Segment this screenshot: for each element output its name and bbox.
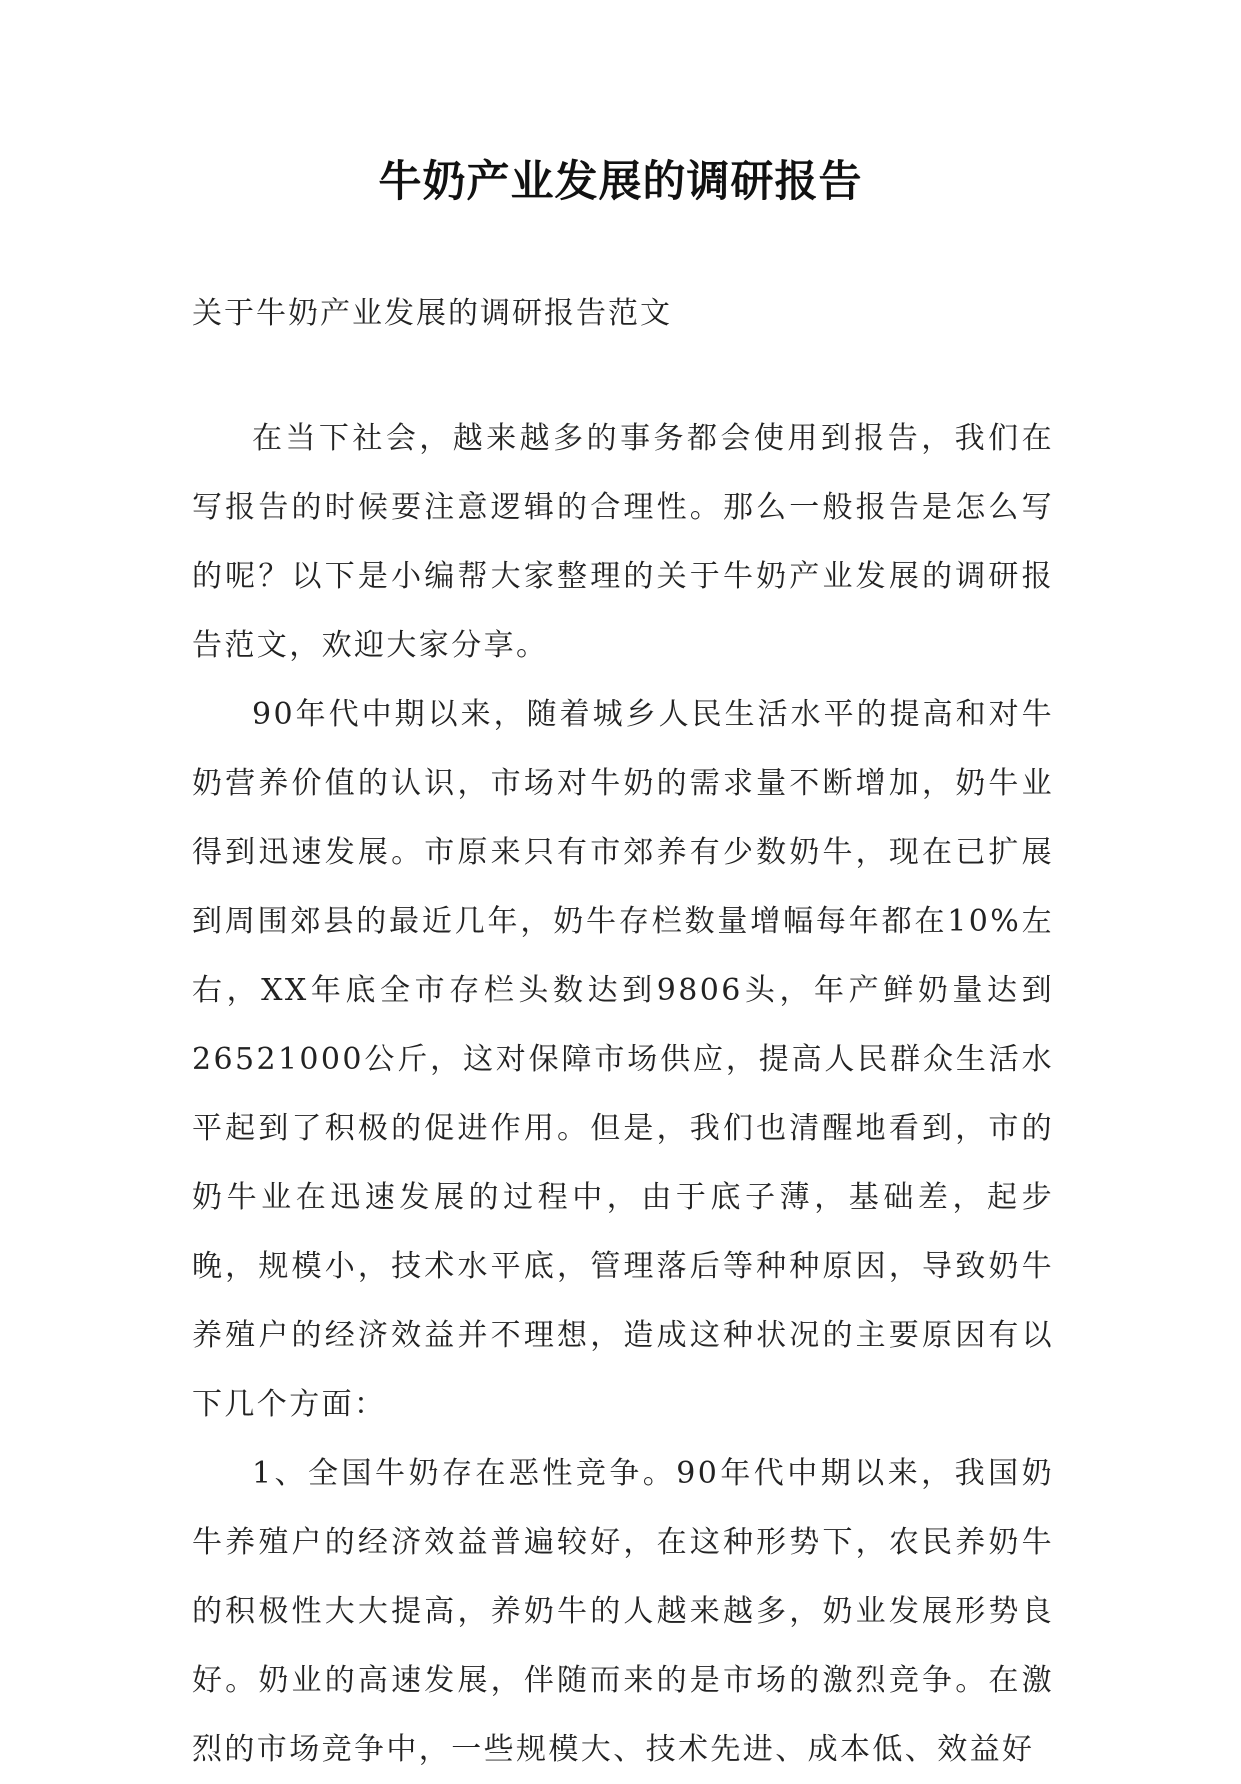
paragraph-intro: 在当下社会，越来越多的事务都会使用到报告，我们在写报告的时候要注意逻辑的合理性。那么一般报告是怎么写的呢？以下是小编帮大家整理的关于牛奶产业发展的调研报告范文，欢迎大家分享。 [192,421,1054,663]
paragraph-reason-1: 1、全国牛奶存在恶性竞争。90年代中期以来，我国奶牛养殖户的经济效益普遍较好，在这种形势下，农民养奶牛的积极性大大提高，养奶牛的人越来越多，奶业发展形势良好。奶业的高速发展，伴随而来的是市场的激烈竞争。在激烈的市场竞争中，一些规模大、技术先进、成本低、效益好 [192,1456,1054,1767]
paragraph-background: 90年代中期以来，随着城乡人民生活水平的提高和对牛奶营养价值的认识，市场对牛奶的需求量不断增加，奶牛业得到迅速发展。市原来只有市郊养有少数奶牛，现在已扩展到周围郊县的最近几年，奶牛存栏数量增幅每年都在10%左右，XX年底全市存栏头数达到9806头，年产鲜奶量达到26521000公斤，这对保障市场供应，提高人民群众生活水平起到了积极的促进作用。但是，我们也清醒地看到，市的奶牛业在迅速发展的过程中，由于底子薄，基础差，起步晚，规模小，技术水平底，管理落后等种种原因，导致奶牛养殖户的经济效益并不理想，造成这种状况的主要原因有以下几个方面： [192,697,1054,1422]
document-body [192,404,1054,1784]
document-title: 牛奶产业发展的调研报告 [378,157,863,207]
document-subtitle: 关于牛奶产业发展的调研报告范文 [192,296,672,331]
